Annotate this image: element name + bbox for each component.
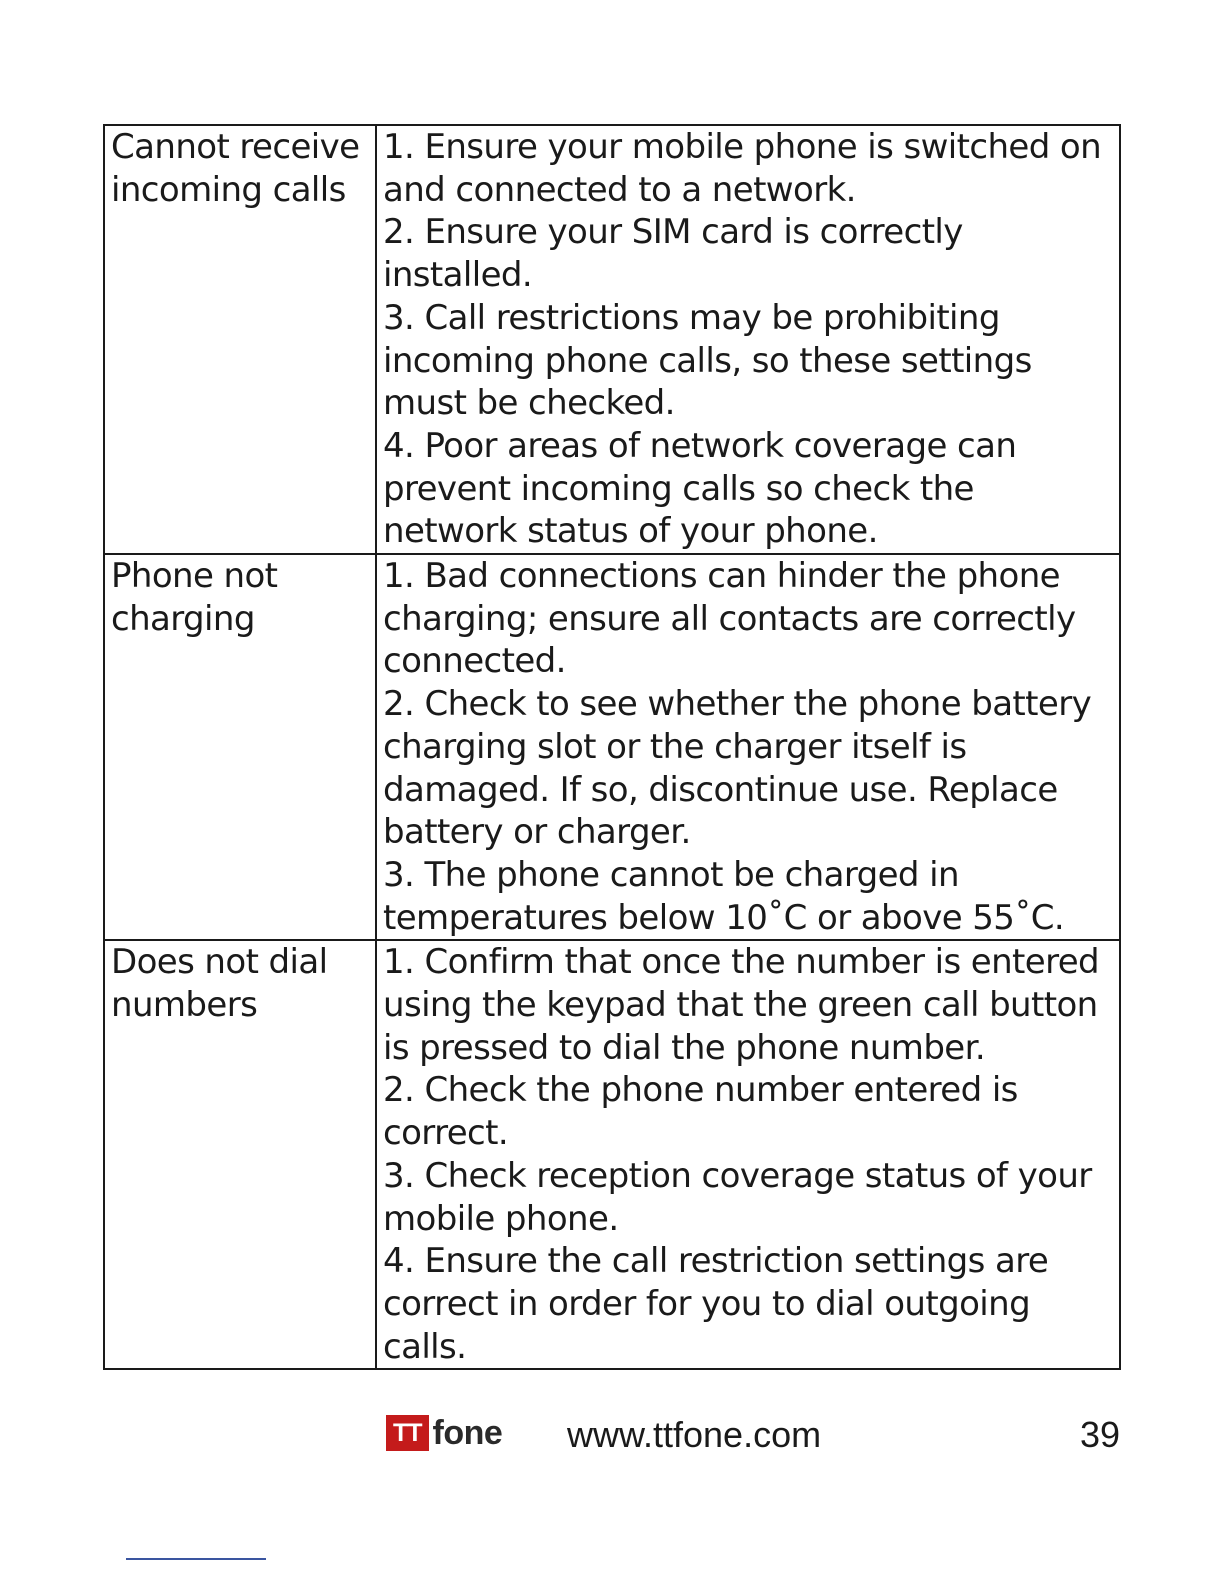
table-row xyxy=(104,125,1120,554)
problem-cell: Cannot receive incoming calls xyxy=(104,125,376,554)
website-url: www.ttfone.com xyxy=(567,1414,822,1455)
ttfone-logo xyxy=(386,1413,502,1453)
logo-mark: TT xyxy=(386,1415,429,1451)
solution-step: 3. Call restrictions may be prohibiting incoming phone calls, so these settings must be checked. xyxy=(383,297,1032,424)
solution-step: 3. The phone cannot be charged in temperatures below 10˚C or above 55˚C. xyxy=(383,854,1065,938)
solution-step: 2. Check the phone number entered is correct. xyxy=(383,1070,1018,1154)
solution-step: 1. Ensure your mobile phone is switched on and connected to a network. xyxy=(383,127,1102,210)
solution-step: 2. Ensure your SIM card is correctly installed. xyxy=(383,212,963,296)
solution-cell xyxy=(376,554,1120,940)
solution-step: 2. Check to see whether the phone battery charging slot or the charger itself is damaged. If so, discontinue use. Replace battery or charger. xyxy=(383,684,1092,853)
solution-step: 1. Bad connections can hinder the phone charging; ensure all contacts are correctly connected. xyxy=(383,556,1076,682)
problem-cell: Does not dial numbers xyxy=(104,940,376,1369)
solution-cell xyxy=(376,125,1120,554)
table-row xyxy=(104,554,1120,940)
solution-step: 3. Check reception coverage status of your mobile phone. xyxy=(383,1155,1092,1239)
solution-step: 1. Confirm that once the number is entered using the keypad that the green call button is pressed to dial the phone number. xyxy=(383,942,1100,1068)
solution-cell xyxy=(376,940,1120,1369)
solution-step: 4. Ensure the call restriction settings are correct in order for you to dial outgoing calls. xyxy=(383,1241,1049,1367)
page-number: 39 xyxy=(1079,1414,1120,1455)
page-footer xyxy=(0,1404,1224,1464)
problem-cell: Phone not charging xyxy=(104,554,376,940)
logo-wordmark: fone xyxy=(432,1414,503,1452)
troubleshooting-table xyxy=(103,124,1121,1370)
bottom-divider xyxy=(126,1558,266,1560)
solution-step: 4. Poor areas of network coverage can prevent incoming calls so check the network status of your phone. xyxy=(383,425,1017,552)
table-row xyxy=(104,940,1120,1369)
